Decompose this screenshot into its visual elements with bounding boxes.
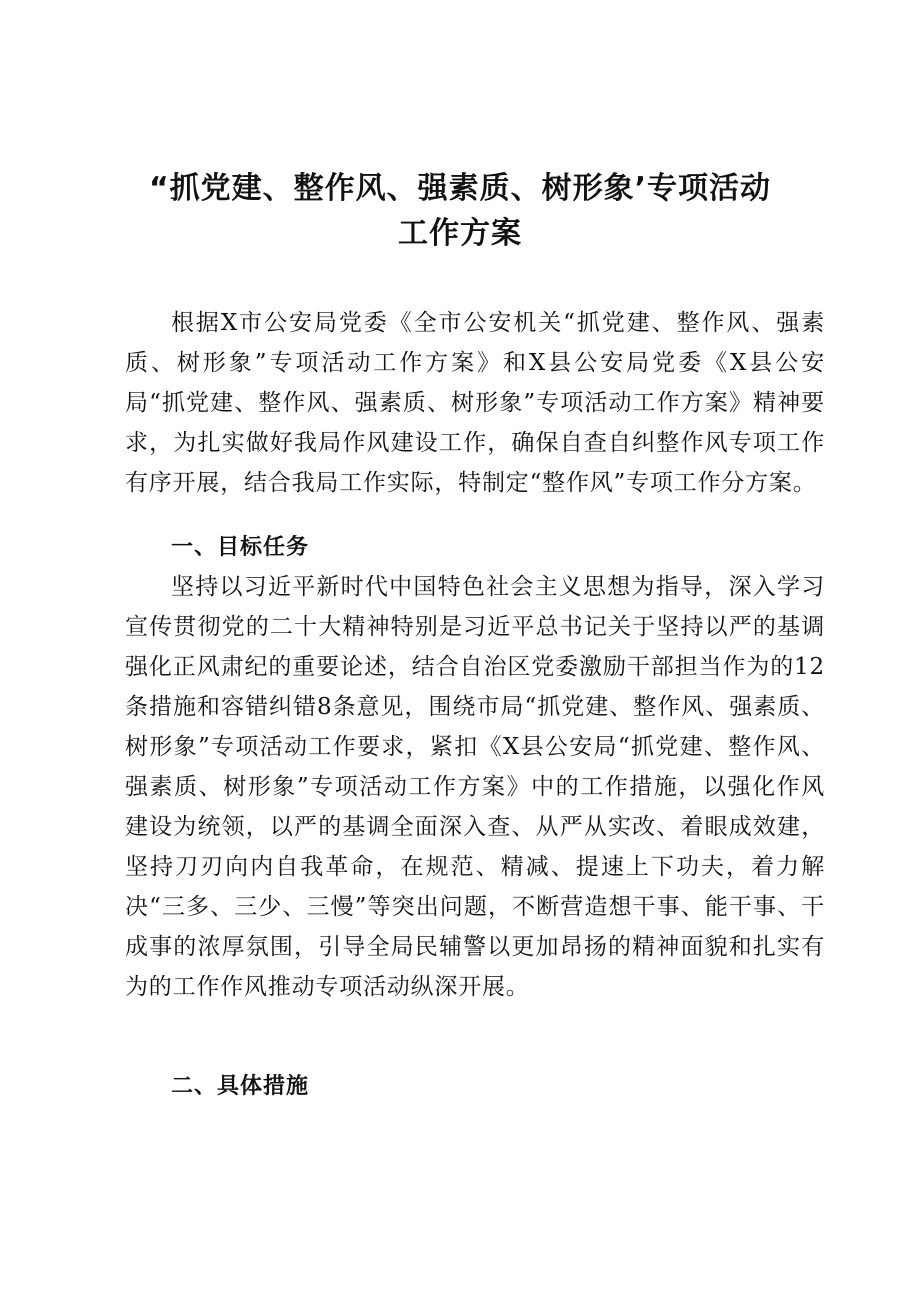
document-title-line1: “抓党建、整作风、强素质、树形象’专项活动 <box>148 171 772 206</box>
intro-paragraph: 根据X市公安局党委《全市公安机关“抓党建、整作风、强素质、树形象”专项活动工作方案》和X县公安局党委《X县公安局“抓党建、整作风、强素质、树形象”专项活动工作方案》精神要求，为扎实做好我局作风建设工作，确保自查自纠整作风专项工作有序开展，结合我局工作实际，特制定“整作风”专项工作分方案。 <box>125 310 825 496</box>
section-heading-goals: 一、目标任务 <box>171 535 310 560</box>
document-title-line2: 工作方案 <box>398 216 522 251</box>
section-heading-measures: 二、具体措施 <box>171 1074 310 1099</box>
goals-paragraph: 坚持以习近平新时代中国特色社会主义思想为指导，深入学习宣传贯彻党的二十大精神特别是习近平总书记关于坚持以严的基调强化正风肃纪的重要论述，结合自治区党委激励干部担当作为的12条措施和容错纠错8条意见，围绕市局“抓党建、整作风、强素质、树形象”专项活动工作要求，紧扣《X县公安局“抓党建、整作风、强素质、树形象”专项活动工作方案》中的工作措施，以强化作风建设为统领，以严的基调全面深入查、从严从实改、着眼成效建，坚持刀刃向内自我革命，在规范、精减、提速上下功夫，着力解决“三多、三少、三慢”等突出问题，不断营造想干事、能干事、干成事的浓厚氛围，引导全局民辅警以更加昂扬的精神面貌和扎实有为的工作作风推动专项活动纵深开展。 <box>125 574 825 1000</box>
